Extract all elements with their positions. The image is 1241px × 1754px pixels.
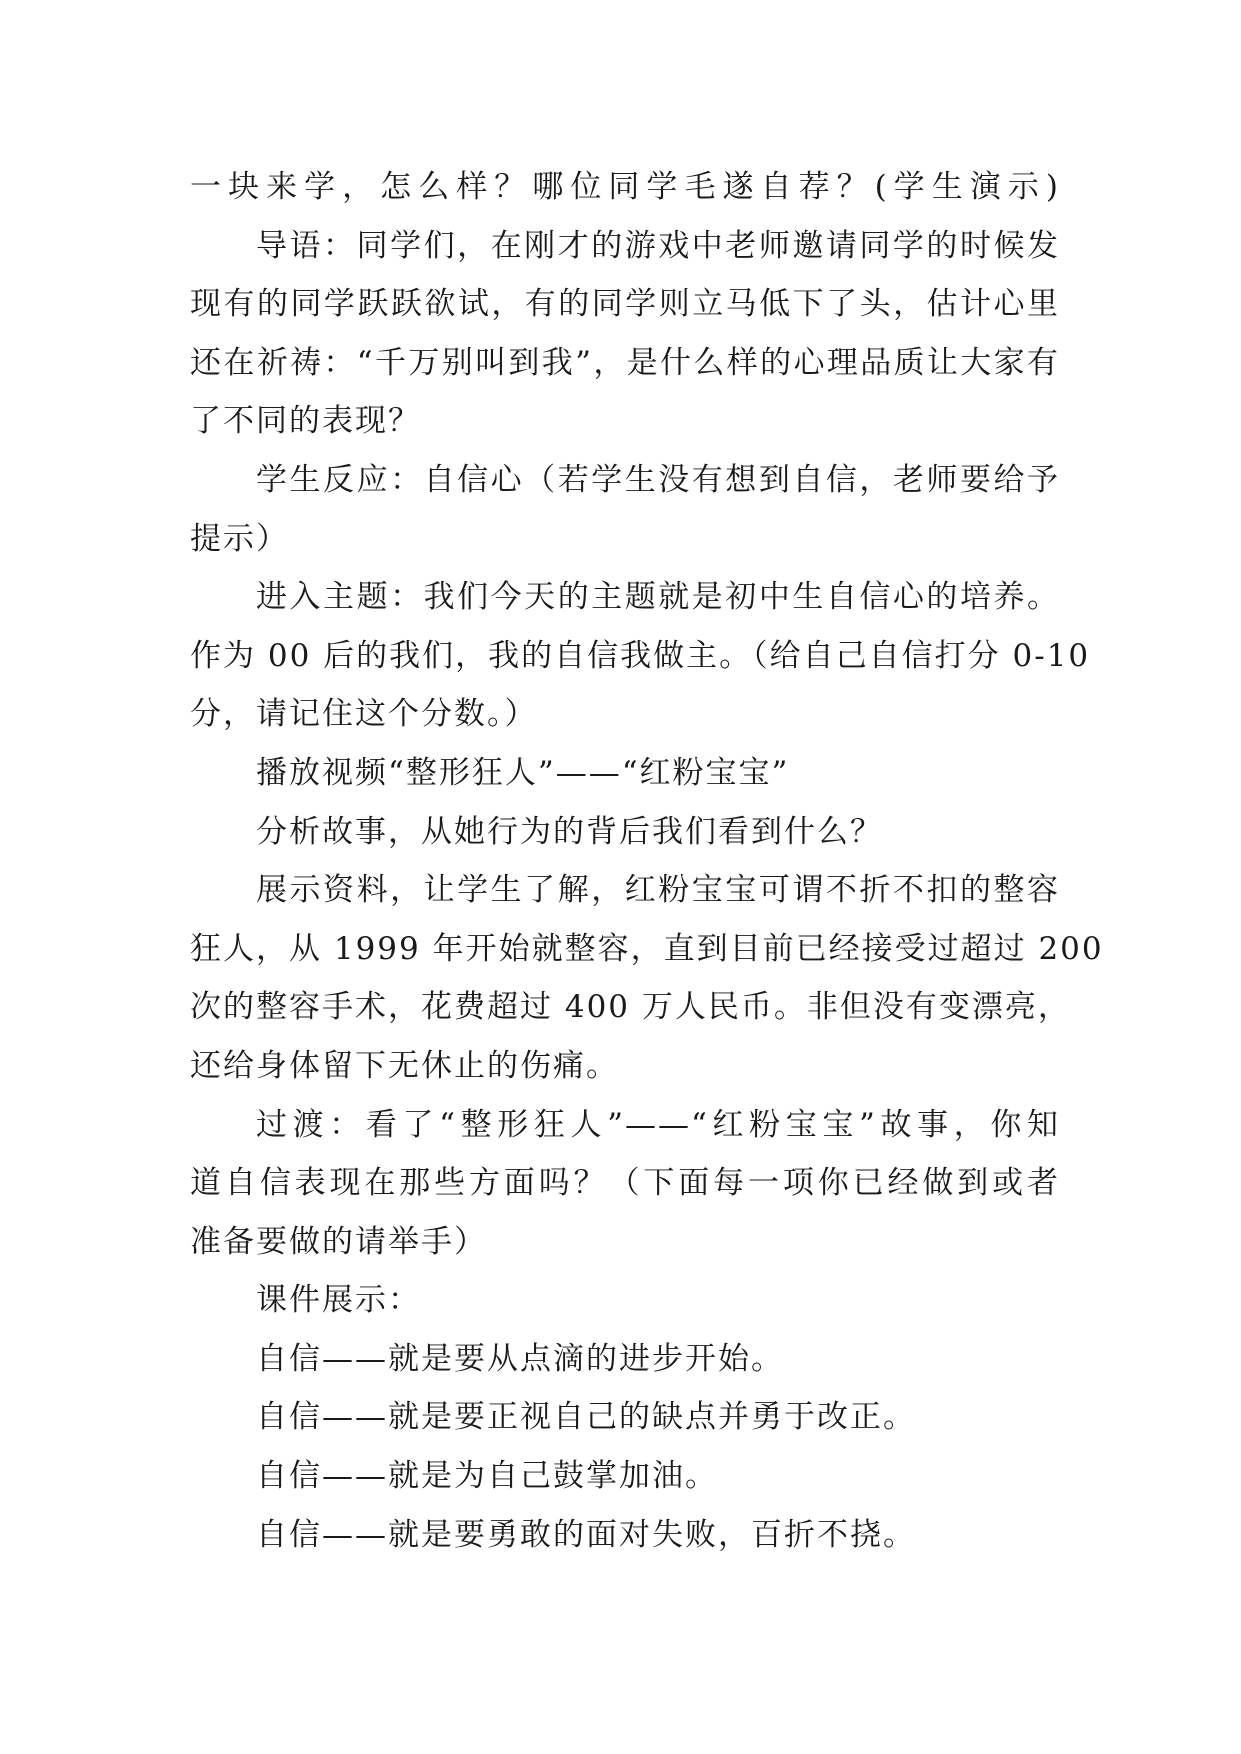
paragraph-line: 自信——就是要正视自己的缺点并勇于改正。 xyxy=(256,1399,916,1436)
document-page xyxy=(190,158,1104,1564)
paragraph-line: 播放视频“整形狂人”——“红粉宝宝” xyxy=(256,754,790,791)
paragraph-line: 分析故事，从她行为的背后我们看到什么？ xyxy=(256,813,883,850)
paragraph-line: 自信——就是要勇敢的面对失败，百折不挠。 xyxy=(256,1516,916,1553)
text-line: 现有的同学跃跃欲试，有的同学则立马低下了头，估计心里 xyxy=(190,286,1060,323)
text-line: 准备要做的请举手） xyxy=(190,1223,487,1260)
paragraph-line: 导语：同学们，在刚才的游戏中老师邀请同学的时候发 xyxy=(256,227,1060,264)
paragraph-line: 自信——就是为自己鼓掌加油。 xyxy=(256,1458,718,1495)
text-line: 提示） xyxy=(190,520,289,557)
text-line: 一块来学，怎么样？哪位同学毛遂自荐？(学生演示) xyxy=(190,169,1060,205)
paragraph-line: 自信——就是要从点滴的进步开始。 xyxy=(256,1340,784,1377)
text-line: 狂人，从 1999 年开始就整容，直到目前已经接受过超过 200 xyxy=(190,930,1104,967)
paragraph-line: 过渡：看了“整形狂人”——“红粉宝宝”故事，你知 xyxy=(256,1106,1061,1143)
paragraph-line: 课件展示： xyxy=(256,1282,421,1319)
paragraph-line: 展示资料，让学生了解，红粉宝宝可谓不折不扣的整容 xyxy=(256,872,1060,909)
text-line: 作为 00 后的我们，我的自信我做主。（给自己自信打分 0-10 xyxy=(190,637,1091,674)
text-line: 分，请记住这个分数。） xyxy=(190,696,538,733)
paragraph-line: 进入主题：我们今天的主题就是初中生自信心的培养。 xyxy=(256,579,1060,616)
text-line: 次的整容手术，花费超过 400 万人民币。非但没有变漂亮， xyxy=(190,989,1071,1026)
text-line: 还在祈祷：“千万别叫到我”，是什么样的心理品质让大家有 xyxy=(190,344,1060,381)
text-line: 道自信表现在那些方面吗？（下面每一项你已经做到或者 xyxy=(190,1165,1060,1202)
text-line: 还给身体留下无休止的伤痛。 xyxy=(190,1047,619,1084)
paragraph-line: 学生反应：自信心（若学生没有想到自信，老师要给予 xyxy=(256,461,1060,498)
text-line: 了不同的表现？ xyxy=(190,403,421,440)
